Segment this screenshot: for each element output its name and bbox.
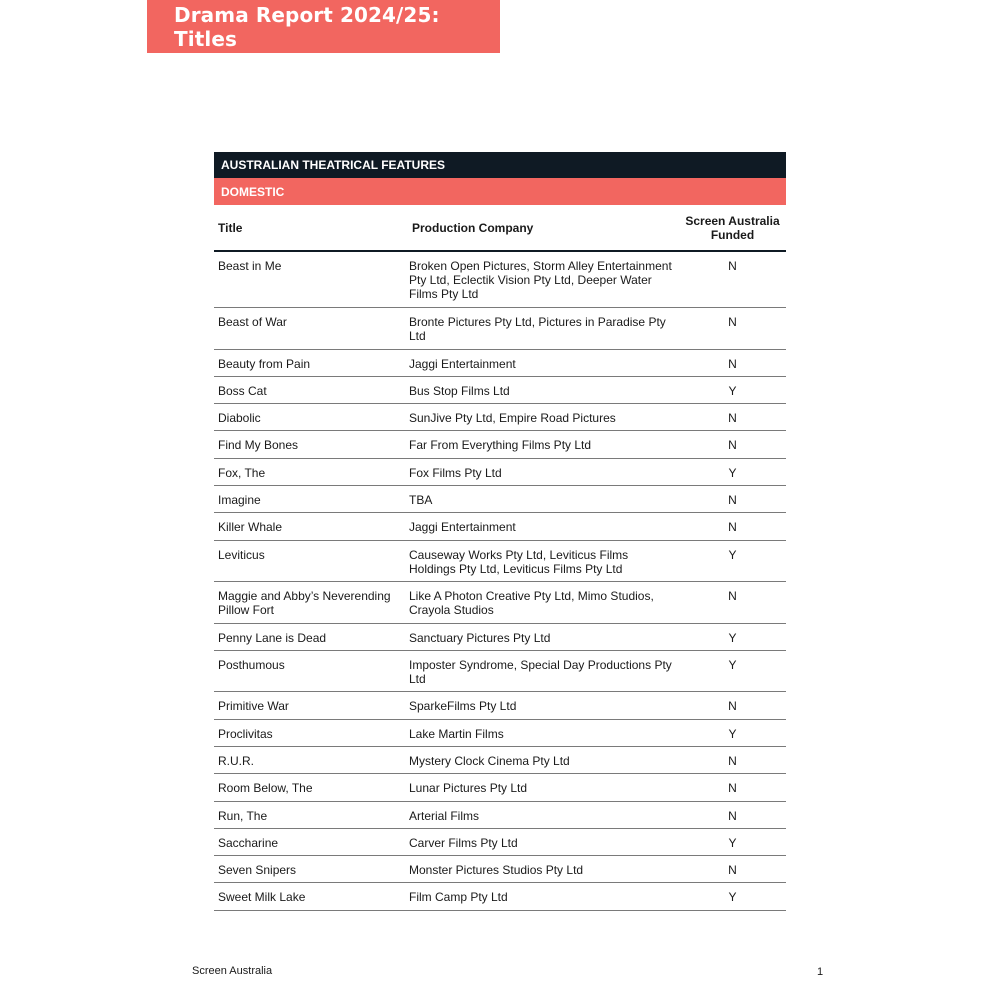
row-title: Beast of War <box>218 315 287 329</box>
row-title: Diabolic <box>218 411 261 426</box>
report-title: Drama Report 2024/25: Titles <box>174 2 440 51</box>
table-row <box>214 308 786 350</box>
row-company: Fox Films Pty Ltd <box>409 465 502 480</box>
row-funded: N <box>728 356 737 371</box>
table-row <box>214 692 786 719</box>
table-row <box>214 513 786 540</box>
report-title-banner <box>147 0 500 53</box>
table-row <box>214 252 786 308</box>
row-company: SparkeFilms Pty Ltd <box>409 699 517 714</box>
row-title: Fox, The <box>218 465 266 480</box>
row-company: Jaggi Entertainment <box>409 520 516 535</box>
column-header-title: Title <box>218 220 243 235</box>
table-row <box>214 404 786 431</box>
table-row <box>214 541 786 583</box>
row-company: Arterial Films <box>409 808 480 823</box>
table-row <box>214 720 786 747</box>
row-title: Find My Bones <box>218 438 299 453</box>
row-company: SunJive Pty Ltd, Empire Road Pictures <box>409 411 616 426</box>
row-company: Lunar Pictures Pty Ltd <box>409 781 528 796</box>
row-company: Causeway Works Pty Ltd, Leviticus Films Holdings Pty Ltd, Leviticus Films Pty Ltd <box>409 547 629 576</box>
row-title: Room Below, The <box>218 781 313 796</box>
row-funded: N <box>728 699 737 714</box>
row-company: Monster Pictures Studios Pty Ltd <box>409 863 584 878</box>
row-company: Jaggi Entertainment <box>409 356 516 371</box>
row-title: Sweet Milk Lake <box>218 890 306 905</box>
row-funded: Y <box>728 465 737 480</box>
row-funded: Y <box>728 383 737 398</box>
row-funded: Y <box>728 547 737 562</box>
row-company: Bronte Pictures Pty Ltd, Pictures in Paradise Pty Ltd <box>409 315 666 343</box>
footer-page-number: 1 <box>817 966 824 978</box>
table-row <box>214 350 786 377</box>
row-company: TBA <box>409 492 433 507</box>
row-title: Posthumous <box>218 657 285 672</box>
row-company: Far From Everything Films Pty Ltd <box>409 438 592 453</box>
row-funded: Y <box>728 657 737 672</box>
row-title: Boss Cat <box>218 383 267 398</box>
table-row <box>214 802 786 829</box>
row-funded: N <box>728 520 737 535</box>
column-header-funded: Screen Australia Funded <box>685 213 780 242</box>
section-header: AUSTRALIAN THEATRICAL FEATURES <box>214 152 786 178</box>
table-row <box>214 883 786 910</box>
row-title: Imagine <box>218 492 261 507</box>
row-funded: N <box>728 808 737 823</box>
table-row <box>214 582 786 624</box>
table-row <box>214 459 786 486</box>
row-company: Bus Stop Films Ltd <box>409 383 510 398</box>
row-company: Lake Martin Films <box>409 726 504 741</box>
subsection-header: DOMESTIC <box>214 178 786 205</box>
row-funded: N <box>728 411 737 426</box>
table-row <box>214 431 786 458</box>
row-company: Imposter Syndrome, Special Day Productions Pty Ltd <box>409 657 672 686</box>
row-funded: Y <box>728 630 737 645</box>
row-funded: Y <box>728 835 737 850</box>
row-funded: N <box>728 863 737 878</box>
row-funded: N <box>728 589 737 604</box>
row-company: Film Camp Pty Ltd <box>409 890 508 905</box>
row-title: Run, The <box>218 808 268 823</box>
row-funded: N <box>728 315 737 329</box>
row-funded: Y <box>728 726 737 741</box>
row-funded: N <box>728 259 737 273</box>
row-title: R.U.R. <box>218 753 254 768</box>
table-row <box>214 651 786 693</box>
row-title: Saccharine <box>218 835 279 850</box>
row-title: Primitive War <box>218 699 289 714</box>
row-title: Beauty from Pain <box>218 356 311 371</box>
table-row <box>214 486 786 513</box>
column-header-company: Production Company <box>412 220 534 235</box>
row-title: Beast in Me <box>218 259 282 273</box>
row-funded: N <box>728 438 737 453</box>
row-title: Seven Snipers <box>218 863 297 878</box>
row-company: Sanctuary Pictures Pty Ltd <box>409 630 551 645</box>
row-funded: N <box>728 492 737 507</box>
table-row <box>214 747 786 774</box>
row-funded: N <box>728 781 737 796</box>
row-title: Leviticus <box>218 547 265 562</box>
row-funded: Y <box>728 890 737 905</box>
row-title: Killer Whale <box>218 520 283 535</box>
table-row <box>214 624 786 651</box>
titles-table <box>214 152 786 911</box>
table-row <box>214 377 786 404</box>
row-company: Mystery Clock Cinema Pty Ltd <box>409 753 570 768</box>
column-headers <box>214 205 786 252</box>
row-company: Carver Films Pty Ltd <box>409 835 518 850</box>
row-funded: N <box>728 753 737 768</box>
row-company: Like A Photon Creative Pty Ltd, Mimo Studios, Crayola Studios <box>409 589 654 618</box>
table-row <box>214 856 786 883</box>
table-row <box>214 829 786 856</box>
row-title: Maggie and Abby’s Neverending Pillow Fort <box>218 589 391 618</box>
row-company: Broken Open Pictures, Storm Alley Entertainment Pty Ltd, Eclectik Vision Pty Ltd, Deeper Water Films Pty Ltd <box>409 259 672 301</box>
row-title: Proclivitas <box>218 726 273 741</box>
row-title: Penny Lane is Dead <box>218 630 327 645</box>
footer-organisation: Screen Australia <box>192 965 273 977</box>
table-row <box>214 774 786 801</box>
